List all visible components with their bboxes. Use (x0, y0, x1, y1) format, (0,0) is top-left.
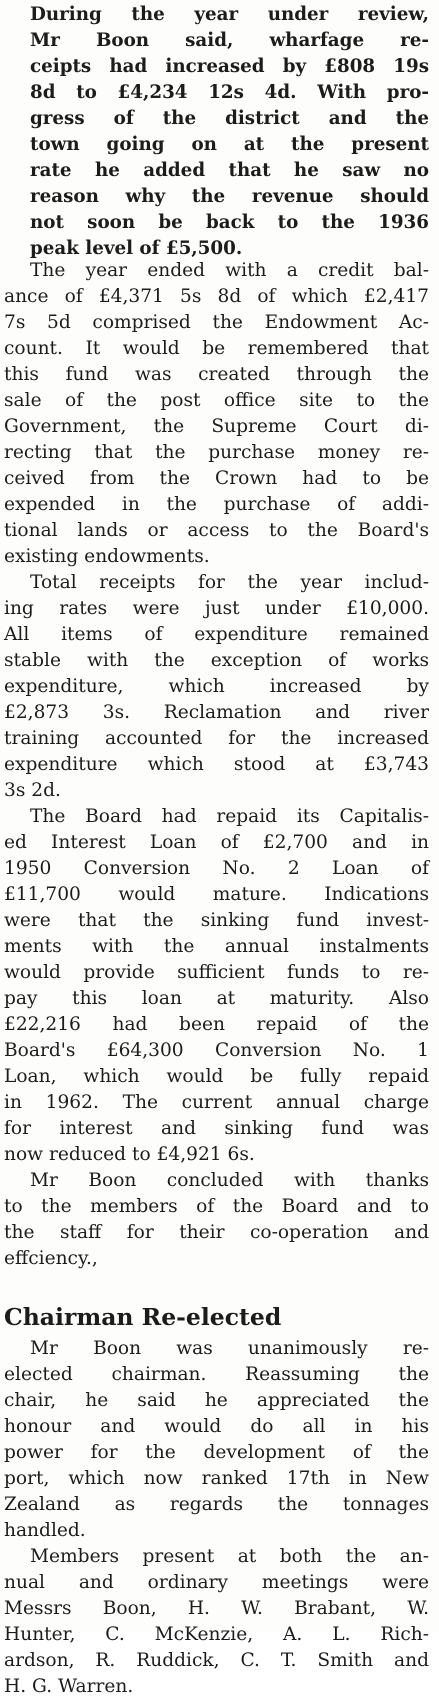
text-line: handled. (4, 1520, 86, 1541)
text-line: 1950 Conversion No. 2 Loan of (4, 858, 429, 879)
text-line: town going on at the present (30, 134, 429, 155)
text-line: 7s 5d comprised the Endowment Ac- (4, 312, 429, 333)
text-line: training accounted for the increased (4, 728, 429, 749)
text-line: ing rates were just under £10,000. (4, 598, 429, 619)
text-line: 3s 2d. (4, 780, 61, 801)
text-line: pay this loan at maturity. Also (4, 988, 429, 1009)
text-line: expenditure, which increased by (4, 676, 429, 697)
text-line: ed Interest Loan of £2,700 and in (4, 832, 429, 853)
text-line: nual and ordinary meetings were (4, 1572, 429, 1593)
text-line: tional lands or access to the Board's (4, 520, 429, 541)
text-line: effciency., (4, 1248, 98, 1269)
text-line: this fund was created through the (4, 364, 429, 385)
text-line: During the year under review, (30, 4, 429, 25)
text-line: Zealand as regards the tonnages (4, 1494, 429, 1515)
text-line: expenditure which stood at £3,743 (4, 754, 429, 775)
section-heading: Chairman Re-elected (4, 1303, 282, 1331)
text-line: peak level of £5,500. (30, 238, 243, 259)
text-line: were that the sinking fund invest- (4, 910, 429, 931)
text-line: rate he added that he saw no (30, 160, 429, 181)
text-line: £11,700 would mature. Indications (4, 884, 429, 905)
text-line: Mr Boon concluded with thanks (30, 1170, 429, 1191)
text-line: Hunter, C. McKenzie, A. L. Rich- (4, 1624, 429, 1645)
text-line: £22,216 had been repaid of the (4, 1014, 429, 1035)
text-line: recting that the purchase money re- (4, 442, 429, 463)
text-line: ance of £4,371 5s 8d of which £2,417 (4, 286, 429, 307)
text-line: The year ended with a credit bal- (30, 260, 429, 281)
text-line: stable with the exception of works (4, 650, 429, 671)
text-line: to the members of the Board and to (4, 1196, 429, 1217)
text-line: in 1962. The current annual charge (4, 1092, 429, 1113)
text-line: would provide sufficient funds to re- (4, 962, 429, 983)
text-line: The Board had repaid its Capitalis- (30, 806, 429, 827)
text-line: gress of the district and the (30, 108, 429, 129)
text-line: expended in the purchase of addi- (4, 494, 429, 515)
text-line: honour and would do all in his (4, 1416, 429, 1437)
text-line: reason why the revenue should (30, 186, 429, 207)
text-line: chair, he said he appreciated the (4, 1390, 429, 1411)
text-line: £2,873 3s. Reclamation and river (4, 702, 429, 723)
text-line: Total receipts for the year includ- (30, 572, 429, 593)
text-line: not soon be back to the 1936 (30, 212, 429, 233)
text-line: for interest and sinking fund was (4, 1118, 429, 1139)
text-line: count. It would be remembered that (4, 338, 429, 359)
text-line: Loan, which would be fully repaid (4, 1066, 429, 1087)
text-line: the staff for their co-operation and (4, 1222, 429, 1243)
text-line: All items of expenditure remained (4, 624, 429, 645)
text-line: 8d to £4,234 12s 4d. With pro- (30, 82, 429, 103)
text-line: Mr Boon was unanimously re- (30, 1338, 429, 1359)
text-line: ardson, R. Ruddick, C. T. Smith and (4, 1650, 429, 1671)
text-line: elected chairman. Reassuming the (4, 1364, 429, 1385)
text-line: H. G. Warren. (4, 1676, 134, 1697)
text-line: Government, the Supreme Court di- (4, 416, 429, 437)
text-line: existing endowments. (4, 546, 210, 567)
text-line: Mr Boon said, wharfage re- (30, 30, 429, 51)
text-line: now reduced to £4,921 6s. (4, 1144, 255, 1165)
text-line: power for the development of the (4, 1442, 429, 1463)
text-line: ments with the annual instalments (4, 936, 429, 957)
text-line: ceived from the Crown had to be (4, 468, 429, 489)
text-line: ceipts had increased by £808 19s (30, 56, 429, 77)
text-line: Board's £64,300 Conversion No. 1 (4, 1040, 429, 1061)
text-line: Messrs Boon, H. W. Brabant, W. (4, 1598, 429, 1619)
text-line: Members present at both the an- (30, 1546, 429, 1567)
text-line: sale of the post office site to the (4, 390, 429, 411)
text-line: port, which now ranked 17th in New (4, 1468, 429, 1489)
